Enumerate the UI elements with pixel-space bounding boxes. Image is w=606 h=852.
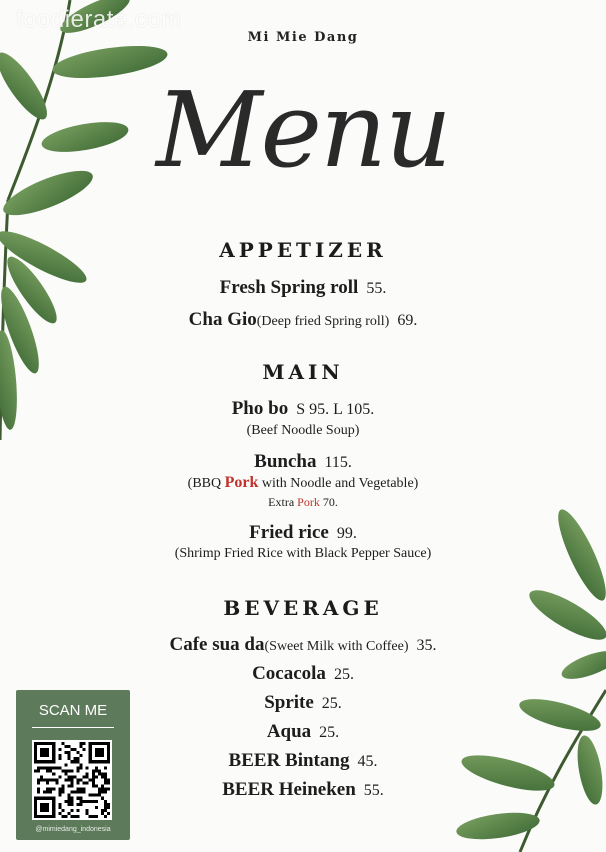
section-title-beverage: BEVERAGE: [223, 596, 383, 620]
highlight-pork: Pork: [224, 474, 259, 491]
section-title-main: MAIN: [262, 360, 344, 384]
menu-script-title: Menu: [156, 69, 450, 191]
item-price: S 95. L 105.: [296, 401, 375, 418]
item-extra-buncha: [0, 495, 606, 510]
menu-item-cha-gio: [0, 309, 606, 331]
item-name: BEER Heineken: [222, 779, 356, 800]
qr-code-graphic: [34, 742, 110, 818]
item-name: Cha Gio: [188, 309, 257, 330]
item-price: 35.: [416, 637, 437, 654]
item-price: 25.: [333, 666, 354, 683]
item-description-fried-rice: (Shrimp Fried Rice with Black Pepper Sauce): [174, 546, 432, 561]
site-watermark: foodierate.com: [16, 6, 182, 33]
menu-item-fried-rice: [0, 522, 606, 544]
item-description-pho-bo: (Beef Noodle Soup): [246, 423, 360, 438]
menu-item-cafe-sua-da: [0, 634, 606, 656]
scan-me-card: [16, 690, 130, 840]
section-title-appetizer: APPETIZER: [219, 238, 387, 262]
item-description-buncha: [0, 474, 606, 492]
menu-item-fresh-spring-roll: [0, 277, 606, 299]
item-name: Pho bo: [231, 398, 289, 419]
extra-price: 70.: [319, 495, 338, 509]
desc-text: (BBQ: [187, 476, 225, 491]
item-price: 25.: [321, 695, 342, 712]
desc-text: with Noodle and Vegetable): [258, 476, 419, 491]
scan-me-label: SCAN ME: [38, 702, 108, 719]
menu-item-buncha: [0, 451, 606, 473]
item-price: 69.: [397, 312, 418, 329]
item-name: Sprite: [264, 692, 314, 713]
item-name: BEER Bintang: [228, 750, 350, 771]
item-price: 115.: [324, 454, 352, 471]
instagram-handle: @mimiedang_indonesia: [35, 826, 111, 833]
item-price: 55.: [366, 280, 387, 297]
item-name: Cafe sua da: [169, 634, 265, 655]
item-description: (Sweet Milk with Coffee): [264, 639, 409, 654]
item-price: 55.: [363, 782, 384, 799]
item-name: Cocacola: [252, 663, 326, 684]
extra-text: Extra: [268, 495, 298, 509]
item-price: 25.: [319, 724, 340, 741]
menu-item-pho-bo: [0, 398, 606, 420]
item-description: (Deep fried Spring roll): [256, 314, 390, 329]
highlight-pork: Pork: [297, 495, 320, 509]
item-name: Fried rice: [249, 522, 329, 543]
item-name: Fresh Spring roll: [219, 277, 359, 298]
menu-item-cocacola: [0, 663, 606, 685]
item-price: 99.: [336, 525, 357, 542]
item-name: Aqua: [266, 721, 312, 742]
item-price: 45.: [357, 753, 378, 770]
item-name: Buncha: [254, 451, 317, 472]
restaurant-name: Mi Mie Dang: [247, 30, 359, 45]
divider: [32, 727, 114, 728]
qr-code-icon[interactable]: [32, 740, 112, 820]
